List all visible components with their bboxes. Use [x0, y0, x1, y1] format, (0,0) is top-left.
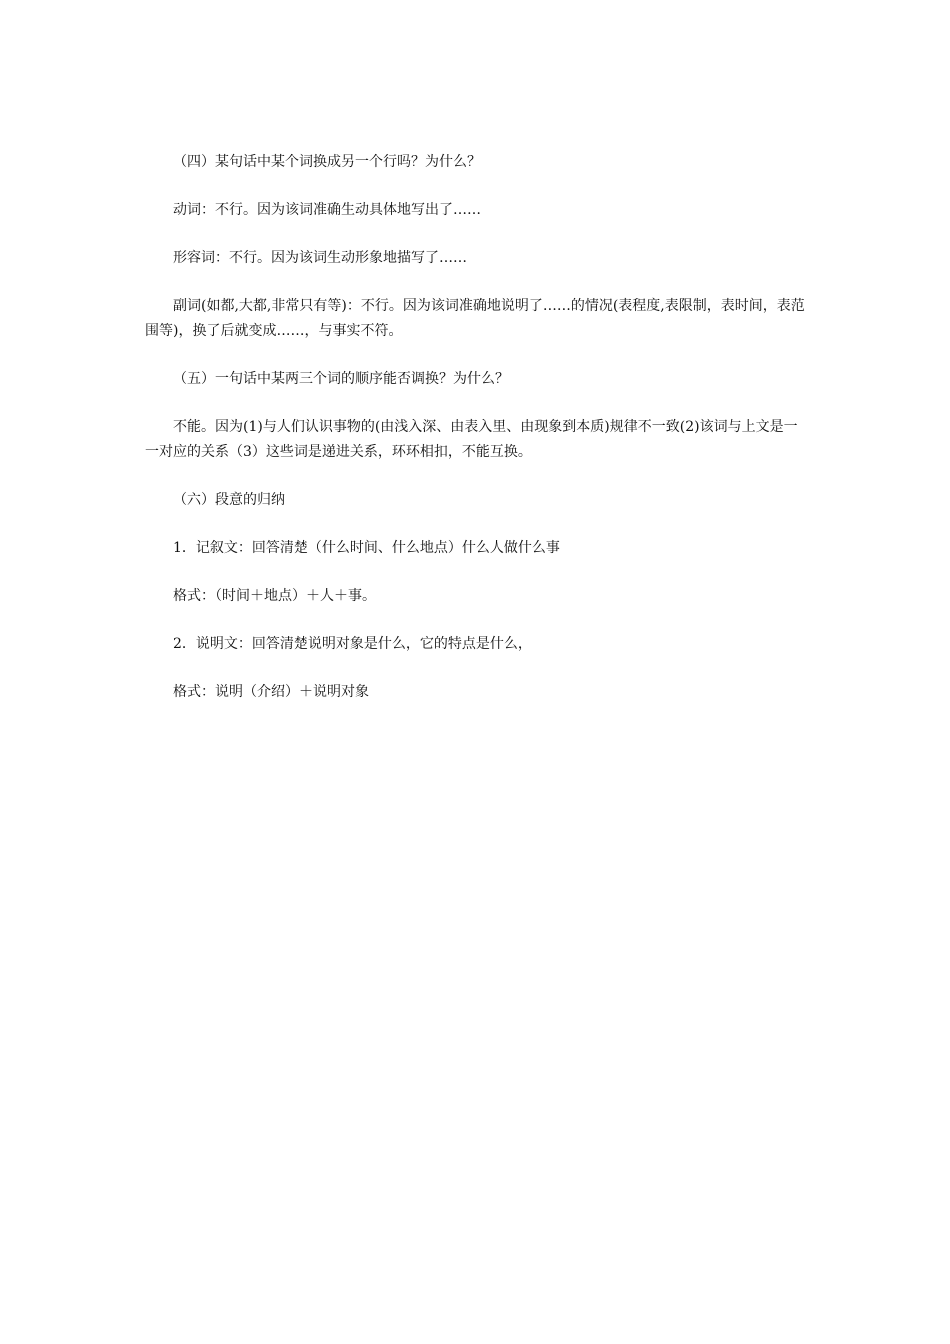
- document-body: [145, 150, 805, 728]
- paragraph-expository-format: 格式：说明（介绍）＋说明对象: [173, 684, 369, 700]
- paragraph-narrative-format: 格式：（时间＋地点）＋人＋事。: [173, 588, 376, 604]
- heading-question-four: （四）某句话中某个词换成另一个行吗？为什么？: [173, 154, 481, 170]
- paragraph-order-answer: 不能。因为(1)与人们认识事物的(由浅入深、由表入里、由现象到本质)规律不一致(2)该词与上文是一一对应的关系（3）这些词是递进关系，环环相扣，不能互换。: [145, 419, 798, 460]
- paragraph-adjective: 形容词：不行。因为该词生动形象地描写了……: [173, 250, 467, 266]
- paragraph-expository: 2．说明文：回答清楚说明对象是什么，它的特点是什么，: [173, 636, 532, 652]
- paragraph-narrative: 1．记叙文：回答清楚（什么时间、什么地点）什么人做什么事: [173, 540, 560, 556]
- paragraph-adverb: 副词(如都,大都,非常只有等)：不行。因为该词准确地说明了……的情况(表程度,表限制，表时间，表范围等)，换了后就变成……，与事实不符。: [145, 298, 805, 339]
- heading-question-five: （五）一句话中某两三个词的顺序能否调换？为什么？: [173, 371, 509, 387]
- heading-section-six: （六）段意的归纳: [173, 492, 285, 508]
- paragraph-verb: 动词：不行。因为该词准确生动具体地写出了……: [173, 202, 481, 218]
